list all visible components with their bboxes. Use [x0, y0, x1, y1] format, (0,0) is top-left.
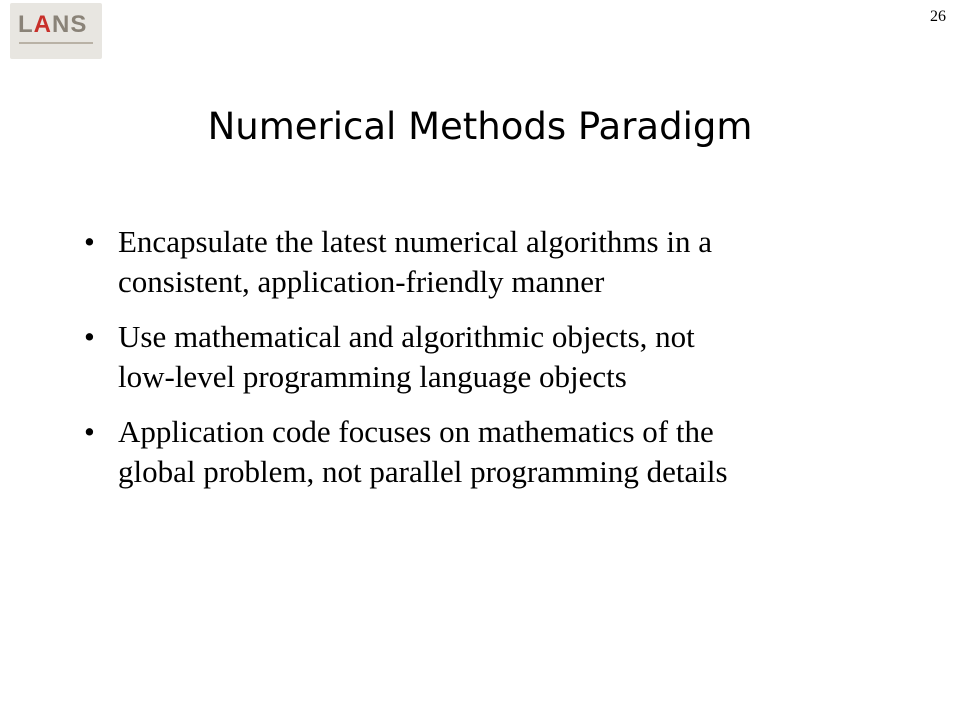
page-number: 26 — [930, 8, 946, 25]
logo-letter-a-accent: A — [33, 11, 53, 38]
bullet-item — [84, 412, 884, 492]
bullet-text-line: global problem, not parallel programming details — [118, 454, 728, 489]
bullet-text-line: low-level programming language objects — [118, 359, 627, 394]
logo-letters-ns: NS — [52, 11, 88, 38]
slide-title: Numerical Methods Paradigm — [207, 105, 753, 148]
bullet-dot-icon: • — [84, 414, 95, 449]
bullet-item — [84, 222, 884, 302]
bullet-text-line: Encapsulate the latest numerical algorithms in a — [118, 224, 712, 259]
bullet-text-line: Application code focuses on mathematics of the — [118, 414, 714, 449]
logo-underline — [19, 42, 93, 44]
bullet-text-line: Use mathematical and algorithmic objects, not — [118, 319, 695, 354]
logo-letter-l: L — [18, 11, 34, 38]
logo-wordmark — [18, 11, 87, 39]
bullet-text-line: consistent, application-friendly manner — [118, 264, 605, 299]
bullet-list — [84, 222, 884, 507]
bullet-dot-icon: • — [84, 224, 95, 259]
lans-logo — [10, 3, 102, 59]
bullet-dot-icon: • — [84, 319, 95, 354]
bullet-item — [84, 317, 884, 397]
